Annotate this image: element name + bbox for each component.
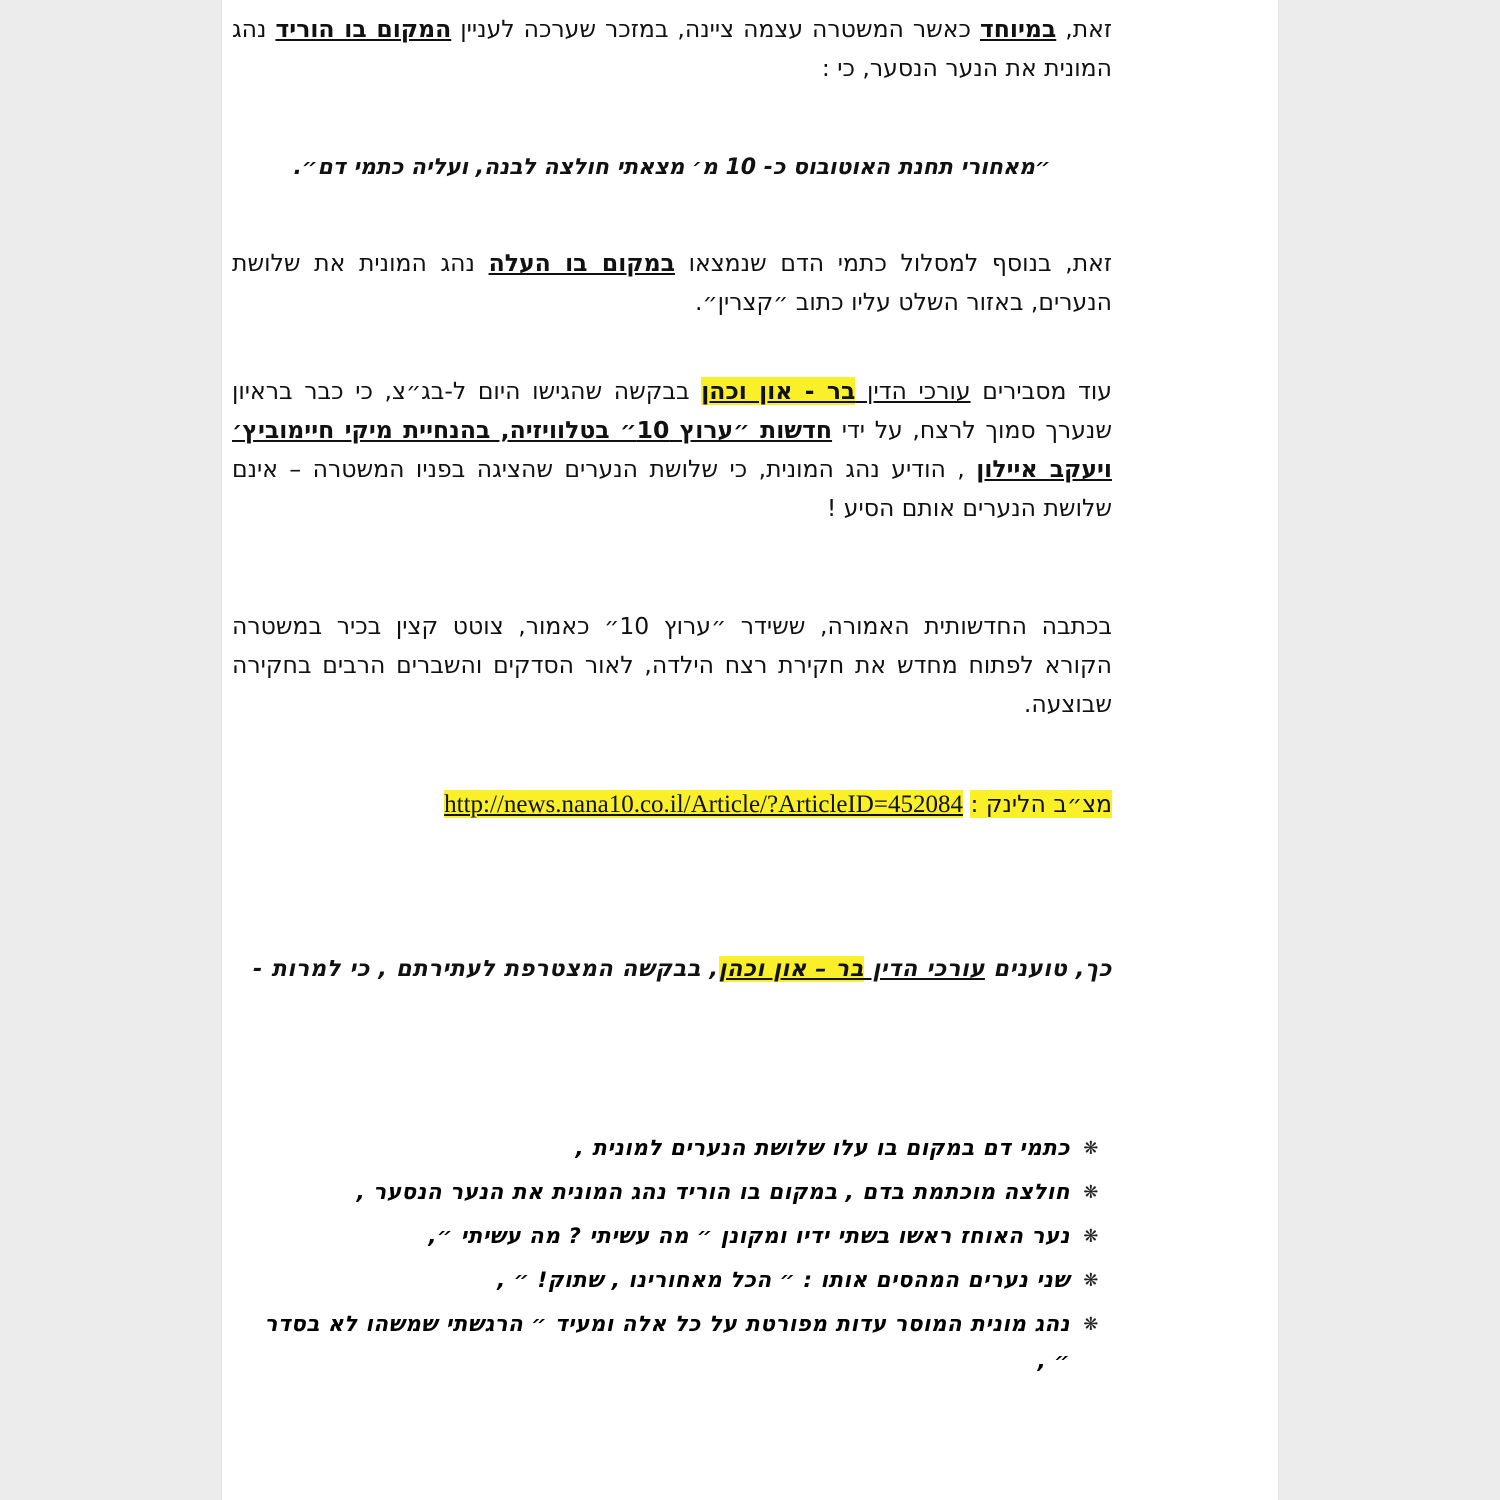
- link-line: [232, 785, 1112, 824]
- paragraph-3: [232, 372, 1112, 528]
- p3-text-d: בבקשה שהגישו היום ל-בג״צ, כי כבר בראיון שנערך סמוך לרצח, על ידי: [232, 377, 1112, 444]
- p1-emphasis-hamakom: המקום בו הוריד: [275, 15, 452, 43]
- list-item-text: שני נערים המהסים אותו : ״ הכל מאחורינו , שתוק! ״ ,: [497, 1268, 1070, 1293]
- list-item: [232, 1306, 1112, 1380]
- list-item-text: נהג מונית המוסר עדות מפורטת על כל אלה ומעיד ״ הרגשתי שמשהו לא בסדר ״ ,: [264, 1312, 1070, 1374]
- p3-text-a: עוד מסבירים: [970, 377, 1112, 405]
- p2-text-c: נהג המונית את שלושת הנערים, באזור השלט עליו כתוב ״קצרין״.: [232, 249, 1112, 316]
- article-link[interactable]: http://news.nana10.co.il/Article/?ArticleID=452084: [444, 791, 963, 818]
- p3-text-f: , הודיע נהג המונית, כי שלושת הנערים שהציגה בפניו המשטרה – אינם שלושת הנערים אותם הסיע !: [232, 455, 1112, 522]
- p1-emphasis-meyuchad: במיוחד: [979, 15, 1057, 43]
- asterisk-icon: ❋: [1083, 1182, 1099, 1203]
- paragraph-4: בכתבה החדשותית האמורה, ששידר ״ערוץ 10״ כאמור, צוטט קצין בכיר במשטרה הקורא לפתוח מחדש את חקירת רצח הילדה, לאור הסדקים והשברים הרבים בחקירה שבוצעה.: [232, 612, 1112, 718]
- paragraph-2: [232, 244, 1112, 322]
- list-item: [232, 1218, 1112, 1255]
- list-item-text: חולצה מוכתמת בדם , במקום בו הוריד נהג המונית את הנער הנסער ,: [356, 1180, 1070, 1205]
- document-page: [222, 0, 1278, 1500]
- list-item: [232, 1174, 1112, 1211]
- page-margin-right: [1278, 0, 1500, 1500]
- page-margin-left: [0, 0, 222, 1500]
- p3-lawyers-names-highlight: בר - און וכהן: [701, 377, 856, 405]
- p5-text-d: , בבקשה המצטרפת לעתירתם , כי למרות -: [253, 956, 719, 982]
- p1-text-c: כאשר המשטרה עצמה ציינה, במזכר שערכה לעניין: [451, 15, 980, 43]
- asterisk-icon: ❋: [1083, 1226, 1099, 1247]
- link-label: מצ״ב הלינק :: [970, 790, 1112, 818]
- list-item-text: כתמי דם במקום בו עלו שלושת הנערים למונית ,: [575, 1136, 1070, 1161]
- p1-text-a: זאת,: [1056, 15, 1112, 43]
- paragraph-5: [232, 950, 1112, 989]
- list-item-text: נער האוחז ראשו בשתי ידיו ומקונן ״ מה עשיתי ? מה עשיתי ״,: [428, 1224, 1070, 1249]
- p3-lawyers-label: עורכי הדין: [855, 377, 971, 405]
- p5-lawyers-label: עורכי הדין: [864, 956, 985, 982]
- list-item: [232, 1262, 1112, 1299]
- bullet-list: [232, 1130, 1112, 1387]
- quote-block-1: ״מאחורי תחנת האוטובוס כ- 10 מ׳ מצאתי חולצה לבנה, ועליה כתמי דם״.: [293, 155, 1051, 180]
- p5-lawyers-names-highlight: בר – און וכהן: [718, 956, 865, 982]
- p1-text-e: נהג המונית את הנער הנסער, כי :: [232, 15, 1112, 82]
- p5-text-a: כך, טוענים: [984, 956, 1112, 982]
- paragraph-1: [232, 10, 1112, 88]
- p3-channel10-emphasis: חדשות ״ערוץ 10״ בטלוויזיה, בהנחיית מיקי חיימוביץ׳ ויעקב איילון: [232, 416, 1112, 483]
- asterisk-icon: ❋: [1083, 1270, 1099, 1291]
- list-item: [232, 1130, 1112, 1167]
- p2-emphasis-bamakom: במקום בו העלה: [488, 249, 675, 277]
- p2-text-a: זאת, בנוסף למסלול כתמי הדם שנמצאו: [674, 249, 1112, 277]
- asterisk-icon: ❋: [1083, 1314, 1099, 1335]
- asterisk-icon: ❋: [1083, 1138, 1099, 1159]
